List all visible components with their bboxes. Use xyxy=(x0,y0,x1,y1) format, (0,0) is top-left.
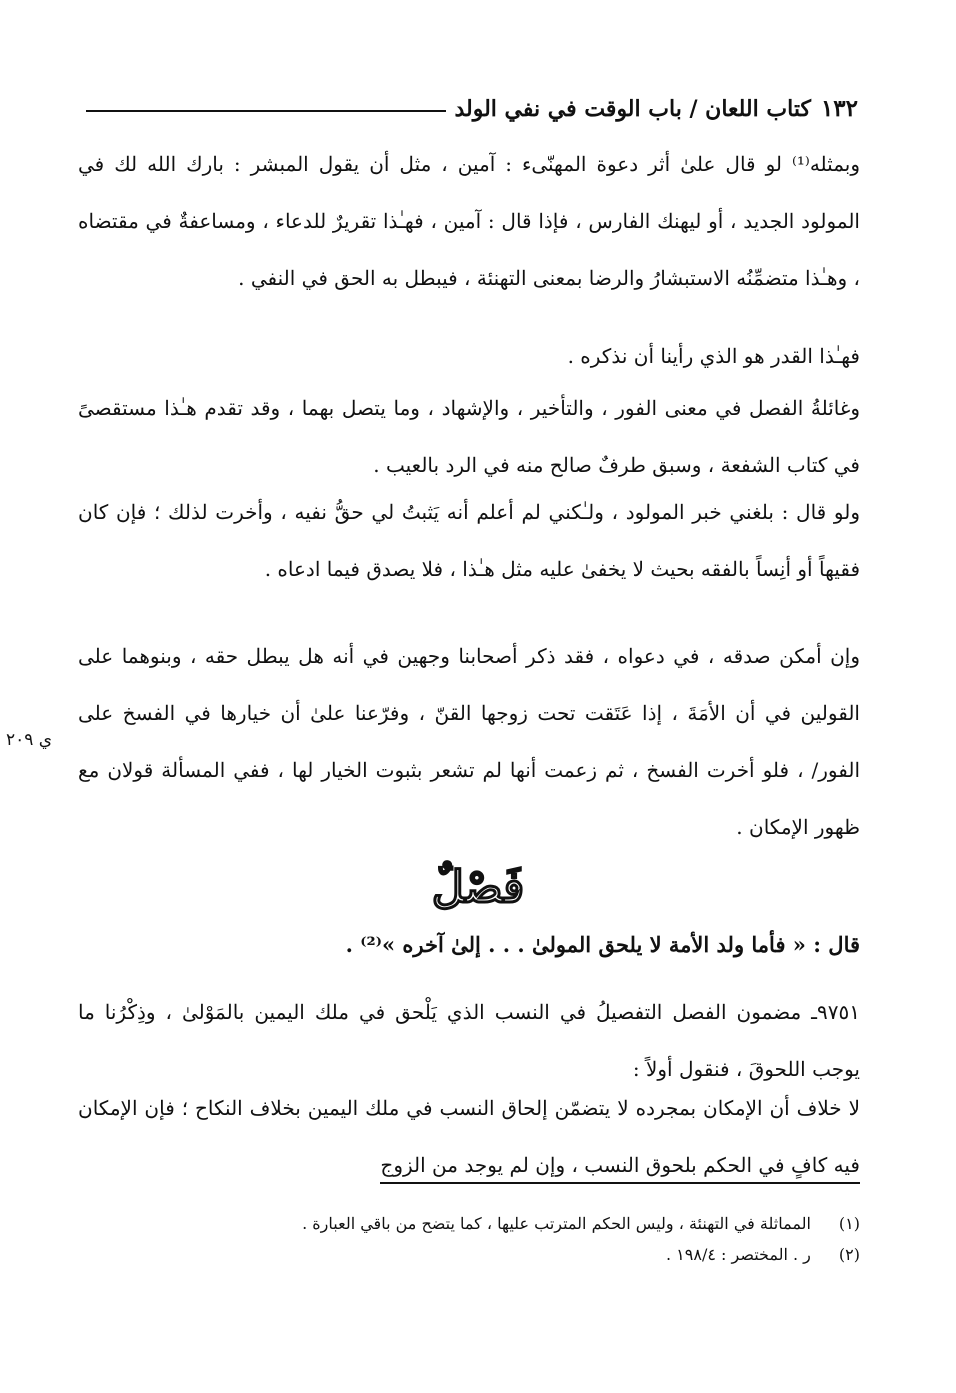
footnotes xyxy=(78,1208,860,1270)
paragraph-7: لا خلاف أن الإمكان بمجرده لا يتضمّن إلحاق النسب في ملك اليمين بخلاف النكاح ؛ فإن الإمكان فيه كافٍ في الحكم بلحوق النسب ، وإن لم يوجد من الزوج xyxy=(78,1096,860,1177)
footnote-1 xyxy=(78,1208,860,1239)
footnote-text: المماثلة في التهنئة ، وليس الحكم المترتب عليها ، كما يتضح من باقي العبارة . xyxy=(302,1214,811,1233)
margin-page-reference: ي ٢٠٩ xyxy=(6,730,53,750)
section-heading: فَصْلٌ xyxy=(431,862,525,913)
header-rule xyxy=(86,110,446,112)
paragraph-4: ولو قال : بلغني خبر المولود ، ولـٰكني لم أعلم أنه يَثبتُ لي حقُّ نفيه ، وأخرت لذلك ؛ فإن كان فقيهاً أو أنِساً بالفقه بحيث لا يخفىٰ عليه مثل هـٰذا ، فلا يصدق فيما ادعاه . xyxy=(78,500,860,581)
paragraph-1: وبمثله⁽¹⁾ لو قال علىٰ أثر دعوة المهنّىء : آمين ، مثل أن يقول المبشر : بارك الله لك في المولود الجديد ، أو ليهنك الفارس ، فإذا قال : آمين ، فهـٰذا تقريرٌ للدعاء ، ومساعفةٌ في مقتضاه ، وهـٰذا متضمِّنُه الاستبشارُ والرضا بمعنى التهنئة ، فيبطل به الحق في النفي . xyxy=(78,152,860,290)
paragraph-6: ٩٧٥١ـ مضمون الفصل التفصيلُ في النسب الذي يَلْحق في ملك اليمين بالمَوْلىٰ ، وذِكْرُنا ما يوجب اللحوقَ ، فنقول أولاً : xyxy=(78,1000,860,1081)
footnote-number: (١) xyxy=(838,1214,860,1233)
paragraph-5: وإن أمكن صدقه ، في دعواه ، فقد ذكر أصحابنا وجهين في أنه هل يبطل حقه ، وبنوهما على القولين في أن الأمَةَ ، إذا عَتَقت تحت زوجها القنّ ، وفرّعنا علىٰ أن خيارها في الفسخ على الفور/ ، فلو أخرت الفسخ ، ثم زعمت أنها لم تشعر بثبوت الخيار لها ، ففي المسألة قولان مع ظهور الإمكان . xyxy=(78,644,860,839)
paragraph-3: وغائلةُ الفصل في معنى الفور ، والتأخير ، والإشهاد ، وما يتصل بهما ، وقد تقدم هـٰذا مستقصىً في كتاب الشفعة ، وسبق طرفٌ صالح منه في الرد بالعيب . xyxy=(78,396,860,477)
paragraph-2: فهـٰذا القدر هو الذي رأينا أن نذكره . xyxy=(567,344,860,368)
footnote-text: ر . المختصر : ١٩٨/٤ . xyxy=(665,1245,811,1264)
page-number: ١٣٢ xyxy=(820,95,858,122)
footnote-rule xyxy=(380,1182,860,1184)
footnote-number: (٢) xyxy=(838,1245,860,1264)
running-header xyxy=(78,86,858,122)
quoted-statement: قال : « فأما ولد الأمة لا يلحق المولىٰ . . . إلىٰ آخره »⁽²⁾ . xyxy=(345,932,860,957)
chapter-title: كتاب اللعان / باب الوقت في نفي الولد xyxy=(454,96,811,122)
footnote-2 xyxy=(78,1239,860,1270)
section-heading-ornament xyxy=(378,852,578,922)
